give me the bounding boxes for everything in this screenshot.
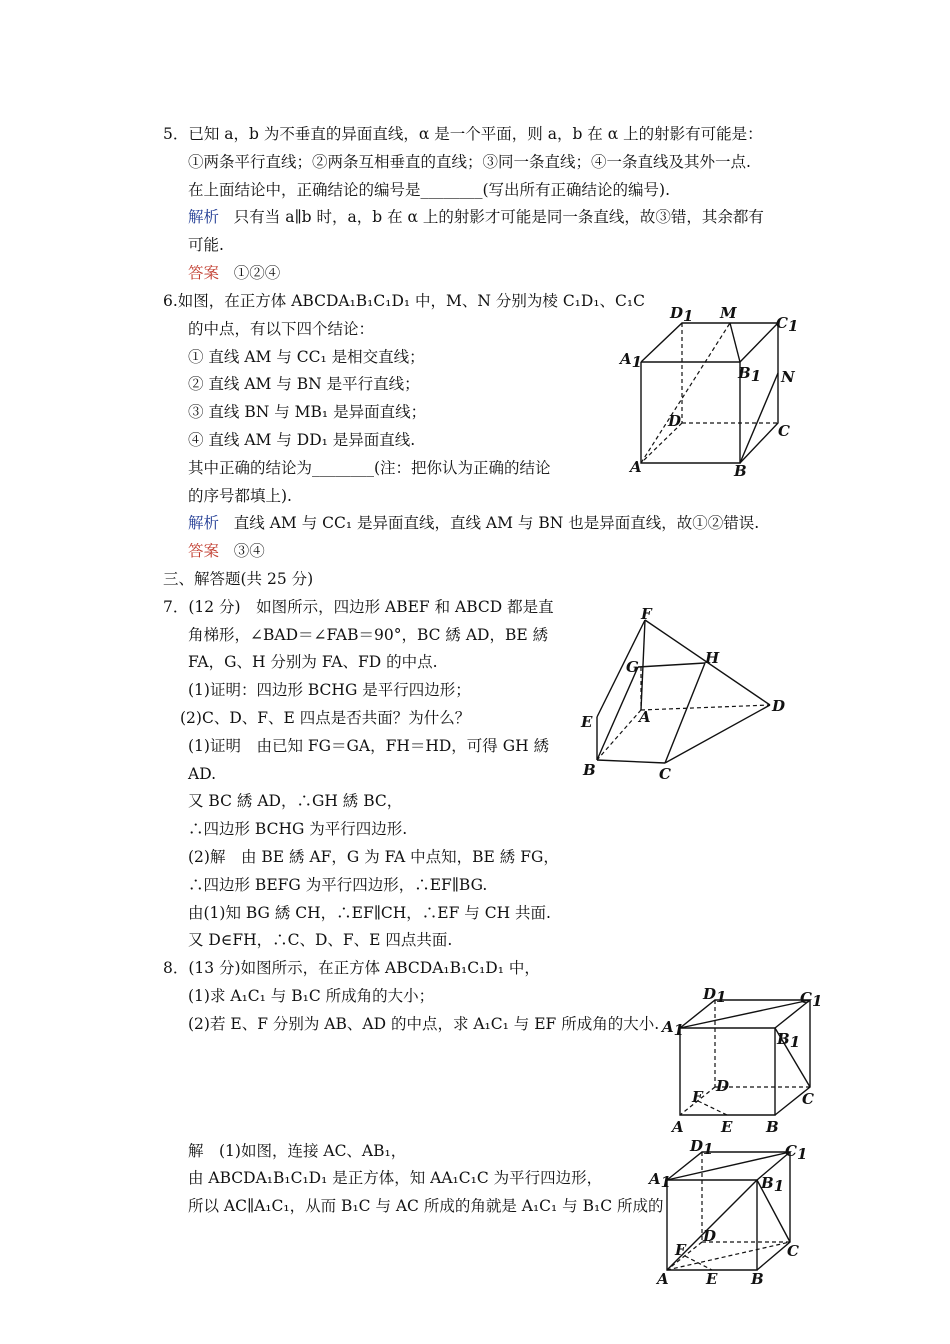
q8-solution-1: 解 (1)如图，连接 AC、AB₁， <box>188 1142 407 1160</box>
q8-line-2: (1)求 A₁C₁ 与 B₁C 所成角的大小； <box>188 987 435 1005</box>
q8-line-3: (2)若 E、F 分别为 AB、AD 的中点，求 A₁C₁ 与 EF 所成角的大小. <box>188 1015 660 1033</box>
q8-cube-figure-2 <box>645 1137 815 1290</box>
q6-answer-text: ③④ <box>233 542 265 560</box>
q5-analysis-cont: 可能. <box>188 236 224 254</box>
q5-answer-label: 答案 <box>188 264 220 282</box>
q7-line-2: 角梯形，∠BAD＝∠FAB＝90°，BC 綉 AD，BE 綉 <box>188 626 549 644</box>
label-D: D <box>668 412 682 430</box>
label-D: D <box>716 1077 730 1095</box>
label-N: N <box>781 368 795 386</box>
label-D1: D1 <box>670 304 694 325</box>
q6-analysis-text: 直线 AM 与 CC₁ 是异面直线，直线 AM 与 BN 也是异面直线，故①②错误. <box>233 514 760 532</box>
q7-line-6: (1)证明 由已知 FG＝GA，FH＝HD，可得 GH 綉 <box>188 737 550 755</box>
label-A1: A1 <box>649 1170 672 1191</box>
q5-analysis-label: 解析 <box>188 208 220 226</box>
label-C1: C1 <box>776 314 799 335</box>
label-G: G <box>626 658 639 676</box>
label-F: F <box>692 1088 703 1106</box>
label-A: A <box>639 708 651 726</box>
label-A: A <box>630 458 642 476</box>
label-B: B <box>583 761 596 779</box>
label-A1: A1 <box>662 1018 685 1039</box>
q8-solution-3: 所以 AC∥A₁C₁，从而 B₁C 与 AC 所成的角就是 A₁C₁ 与 B₁C 所成的 <box>188 1197 664 1215</box>
q6-analysis <box>188 513 759 533</box>
label-H: H <box>705 649 720 667</box>
q6-cube-figure <box>610 300 810 480</box>
label-E: E <box>706 1270 718 1288</box>
label-C: C <box>778 422 790 440</box>
label-E: E <box>721 1118 733 1136</box>
q6-line-7: 其中正确的结论为________(注：把你认为正确的结论 <box>188 459 551 477</box>
q6-line-8: 的序号都填上). <box>188 487 292 505</box>
q6-line-2: 的中点，有以下四个结论： <box>188 320 375 338</box>
q7-line-12: 由(1)知 BG 綉 CH，∴EF∥CH，∴EF 与 CH 共面. <box>188 904 551 922</box>
q8-solution-2: 由 ABCDA₁B₁C₁D₁ 是正方体，知 AA₁C₁C 为平行四边形， <box>188 1169 603 1187</box>
q6-analysis-label: 解析 <box>188 514 220 532</box>
q8-line-1: 8．(13 分)如图所示，在正方体 ABCDA₁B₁C₁D₁ 中， <box>163 959 540 977</box>
label-B1: B1 <box>777 1030 801 1051</box>
q5-analysis <box>188 207 764 227</box>
label-B1: B1 <box>738 364 762 385</box>
q7-line-4: (1)证明：四边形 BCHG 是平行四边形； <box>188 681 471 699</box>
q7-line-9: ∴四边形 BCHG 为平行四边形. <box>188 820 408 838</box>
q6-line-3: ① 直线 AM 与 CC₁ 是相交直线； <box>188 348 425 366</box>
label-C1: C1 <box>785 1142 808 1163</box>
q5-line-2: ①两条平行直线；②两条互相垂直的直线；③同一条直线；④一条直线及其外一点. <box>188 153 751 171</box>
label-C: C <box>802 1090 814 1108</box>
q6-answer <box>188 541 265 561</box>
q6-line-5: ③ 直线 BN 与 MB₁ 是异面直线； <box>188 403 427 421</box>
q8-cube-figure-1 <box>660 985 825 1140</box>
label-A1: A1 <box>620 350 643 371</box>
q5-answer-text: ①②④ <box>233 264 281 282</box>
label-E: E <box>581 713 593 731</box>
q7-line-8: 又 BC 綉 AD，∴GH 綉 BC， <box>188 792 403 810</box>
label-C: C <box>787 1242 799 1260</box>
label-A: A <box>672 1118 684 1136</box>
label-C: C <box>659 765 671 783</box>
q5-line-3: 在上面结论中，正确结论的编号是________(写出所有正确结论的编号). <box>188 181 671 199</box>
label-D1: D1 <box>703 985 727 1006</box>
label-M: M <box>720 304 737 322</box>
q7-line-1: 7．(12 分) 如图所示，四边形 ABEF 和 ABCD 都是直 <box>163 598 554 616</box>
q7-line-7: AD. <box>188 765 216 783</box>
q6-answer-label: 答案 <box>188 542 220 560</box>
q7-line-5: (2)C、D、F、E 四点是否共面？为什么？ <box>180 709 471 727</box>
q5-analysis-text: 只有当 a∥b 时，a，b 在 α 上的射影才可能是同一条直线，故③错，其余都有 <box>233 208 764 226</box>
label-B: B <box>751 1270 764 1288</box>
label-C1: C1 <box>800 989 823 1010</box>
q6-line-1: 6.如图，在正方体 ABCDA₁B₁C₁D₁ 中，M、N 分别为棱 C₁D₁、C₁C <box>163 292 645 310</box>
q7-line-11: ∴四边形 BEFG 为平行四边形，∴EF∥BG. <box>188 876 488 894</box>
q5-answer <box>188 263 280 283</box>
q7-figure <box>575 605 795 785</box>
q6-line-4: ② 直线 AM 与 BN 是平行直线； <box>188 375 420 393</box>
label-F: F <box>641 605 652 623</box>
q5-line-1: 5．已知 a，b 为不垂直的异面直线，α 是一个平面，则 a，b 在 α 上的射影有可能是： <box>163 125 763 143</box>
label-D: D <box>703 1227 717 1245</box>
label-B1: B1 <box>761 1174 785 1195</box>
q7-line-3: FA，G、H 分别为 FA、FD 的中点. <box>188 653 438 671</box>
q6-line-6: ④ 直线 AM 与 DD₁ 是异面直线. <box>188 431 416 449</box>
q7-line-13: 又 D∈FH，∴C、D、F、E 四点共面. <box>188 931 453 949</box>
label-D1: D1 <box>690 1137 714 1158</box>
section-3-title: 三、解答题(共 25 分) <box>163 570 314 588</box>
label-F: F <box>675 1241 686 1259</box>
label-B: B <box>766 1118 779 1136</box>
q7-line-10: (2)解 由 BE 綉 AF，G 为 FA 中点知，BE 綉 FG， <box>188 848 559 866</box>
label-A: A <box>657 1270 669 1288</box>
label-D: D <box>772 697 786 715</box>
label-B: B <box>734 462 747 480</box>
